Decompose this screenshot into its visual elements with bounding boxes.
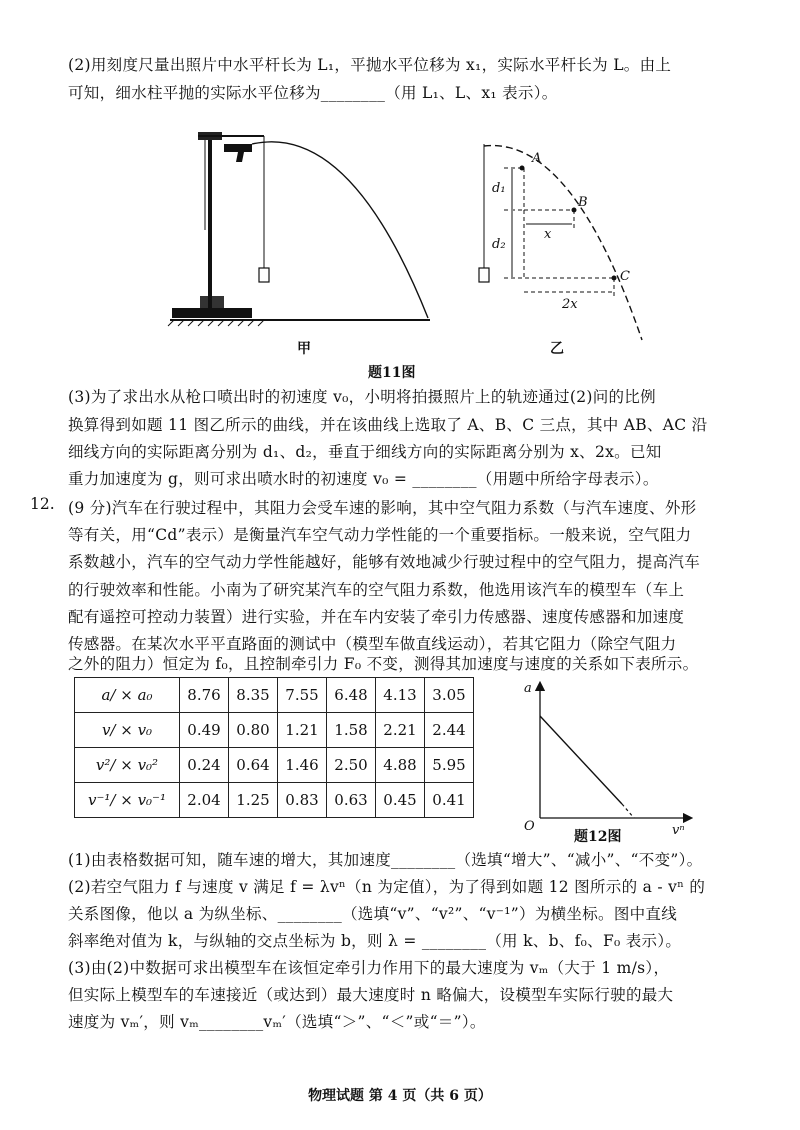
q12-intro-line4: 的行驶效率和性能。小南为了研究某汽车的空气阻力系数，他选用该汽车的模型车（车上 [68, 581, 685, 599]
table-cell: 5.95 [425, 748, 474, 783]
figure-12-graph [510, 678, 700, 838]
q12-part1: (1)由表格数据可知，随车速的增大，其加速度________（选填“增大”、“减小”、“不变”）。 [68, 851, 703, 869]
figure-11-jia [160, 112, 460, 342]
q12-part2-line1: (2)若空气阻力 f 与速度 v 满足 f = λvⁿ（n 为定值），为了得到如题 12 图所示的 a - vⁿ 的 [68, 878, 706, 896]
table-cell: 1.21 [278, 713, 327, 748]
table-cell: 2.04 [180, 783, 229, 818]
table-cell: 4.88 [376, 748, 425, 783]
table-cell: 0.64 [229, 748, 278, 783]
label-x: x [544, 227, 552, 242]
q12-intro-line1: (9 分)汽车在行驶过程中，其阻力会受车速的影响，其中空气阻力系数（与汽车速度、外形 [68, 499, 697, 517]
row-header: v²/ × v₀² [75, 748, 180, 783]
label-b: B [578, 195, 588, 210]
table-cell: 2.50 [327, 748, 376, 783]
figure-label-jia: 甲 [297, 341, 311, 357]
figure-11-yi [472, 140, 672, 350]
row-header: a/ × a₀ [75, 678, 180, 713]
q12-part2-line3: 斜率绝对值为 k，与纵轴的交点坐标为 b，则 λ = ________（用 k、b、f₀、F₀ 表示）。 [68, 932, 682, 950]
graph-origin: O [524, 819, 535, 834]
q12-part2-line2: 关系图像，他以 a 为纵坐标、________（选填“v”、“v²”、“v⁻¹”）为横坐标。图中直线 [68, 905, 678, 923]
table-cell: 1.46 [278, 748, 327, 783]
table-cell: 3.05 [425, 678, 474, 713]
table-cell: 0.45 [376, 783, 425, 818]
graph-line-extension [622, 804, 634, 818]
q12-part3-line3: 速度为 vₘ′，则 vₘ________vₘ′（选填“＞”、“＜”或“＝”）。 [68, 1013, 486, 1031]
label-c: C [620, 269, 630, 284]
data-table [74, 677, 474, 818]
q12-intro-line3: 系数越小，汽车的空气动力学性能越好，能够有效地减少行驶过程中的空气阻力，提高汽车 [68, 553, 701, 571]
q12-number: 12. [30, 495, 55, 513]
label-2x: 2x [562, 297, 578, 312]
q12-intro-line6: 传感器。在某次水平平直路面的测试中（模型车做直线运动），若其它阻力（除空气阻力 [68, 635, 677, 653]
label-a: A [532, 151, 542, 166]
q11-part2-line1: (2)用刻度尺量出照片中水平杆长为 L₁，平抛水平位移为 x₁，实际水平杆长为 L。由上 [68, 56, 672, 74]
table-cell: 4.13 [376, 678, 425, 713]
q11-part3-line4: 重力加速度为 g，则可求出喷水时的初速度 v₀ = ________（用题中所给字母表示）。 [68, 470, 659, 488]
table-cell: 0.63 [327, 783, 376, 818]
table-row [75, 748, 474, 783]
graph-line [540, 716, 622, 804]
table-cell: 1.58 [327, 713, 376, 748]
row-header: v⁻¹/ × v₀⁻¹ [75, 783, 180, 818]
graph-y-label: a [524, 681, 532, 696]
table-cell: 0.41 [425, 783, 474, 818]
figure-label-yi: 乙 [550, 341, 564, 357]
label-d2: d₂ [492, 237, 506, 252]
q11-part3-line2: 换算得到如题 11 图乙所示的曲线，并在该曲线上选取了 A、B、C 三点，其中 AB、AC 沿 [68, 416, 708, 434]
table-cell: 8.76 [180, 678, 229, 713]
graph-x-label: vⁿ [672, 823, 685, 838]
q12-part3-line2: 但实际上模型车的车速接近（或达到）最大速度时 n 略偏大，设模型车实际行驶的最大 [68, 986, 674, 1004]
q12-intro-line5: 配有遥控可控动力装置）进行实验，并在车内安装了牵引力传感器、速度传感器和加速度 [68, 608, 685, 626]
table-cell: 6.48 [327, 678, 376, 713]
table-cell: 0.83 [278, 783, 327, 818]
q12-part3-line1: (3)由(2)中数据可求出模型车在该恒定牵引力作用下的最大速度为 vₘ（大于 1 m/s）， [68, 959, 670, 977]
q11-part3-line1: (3)为了求出水从枪口喷出时的初速度 v₀，小明将拍摄照片上的轨迹通过(2)问的比例 [68, 388, 656, 406]
table-cell: 0.24 [180, 748, 229, 783]
q11-part2-line2: 可知，细水柱平抛的实际水平位移为________（用 L₁、L、x₁ 表示）。 [68, 84, 558, 102]
q12-intro-line7: 之外的阻力）恒定为 f₀，且控制牵引力 F₀ 不变，测得其加速度与速度的关系如下表所示。 [68, 655, 699, 673]
table-row [75, 678, 474, 713]
figure-12-caption: 题12图 [574, 829, 622, 845]
q11-part3-line3: 细线方向的实际距离分别为 d₁、d₂，垂直于细线方向的实际距离分别为 x、2x。已知 [68, 443, 662, 461]
q12-intro-line2: 等有关，用“Cd”表示）是衡量汽车空气动力学性能的一个重要指标。一般来说，空气阻力 [68, 526, 692, 544]
page-footer: 物理试题 第 4 页（共 6 页） [308, 1088, 492, 1104]
table-cell: 8.35 [229, 678, 278, 713]
table-cell: 0.49 [180, 713, 229, 748]
table-cell: 7.55 [278, 678, 327, 713]
label-d1: d₁ [492, 181, 506, 196]
table-row [75, 783, 474, 818]
figure-11-caption: 题11图 [368, 365, 416, 381]
row-header: v/ × v₀ [75, 713, 180, 748]
table-row [75, 713, 474, 748]
table-cell: 2.44 [425, 713, 474, 748]
table-cell: 1.25 [229, 783, 278, 818]
table-cell: 2.21 [376, 713, 425, 748]
table-cell: 0.80 [229, 713, 278, 748]
